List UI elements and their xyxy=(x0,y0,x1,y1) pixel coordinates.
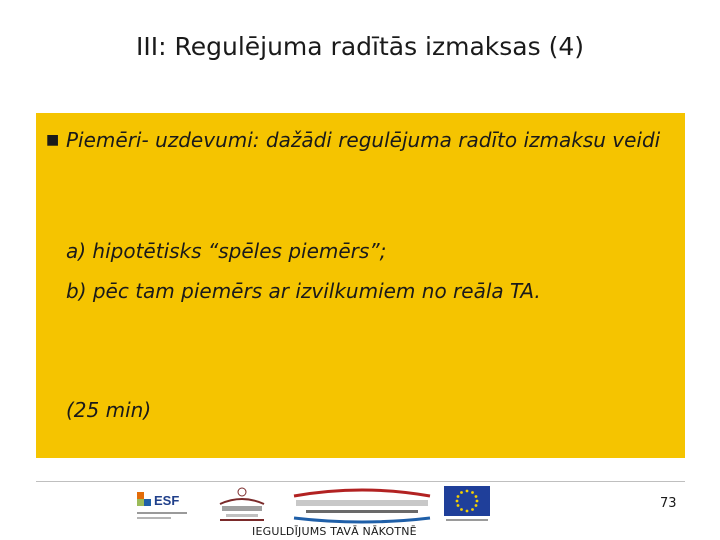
bullet-square-icon: ■ xyxy=(46,132,60,148)
bullet-item xyxy=(46,125,676,156)
example-a: a) hipotētisks “spēles piemērs”; xyxy=(66,239,387,263)
bullet-text: Piemēri- uzdevumi: dažādi regulējuma radīto izmaksu veidi xyxy=(66,128,661,152)
content-box xyxy=(36,113,685,458)
footer-logos xyxy=(134,486,494,526)
footer-slogan: IEGULDĪJUMS TAVĀ NĀKOTNĒ xyxy=(252,525,417,538)
esf-logo xyxy=(134,486,194,524)
eu-flag-logo xyxy=(444,486,490,524)
duration-text: (25 min) xyxy=(66,398,152,422)
university-logo xyxy=(216,486,268,524)
slide-title: III: Regulējuma radītās izmaksas (4) xyxy=(135,32,585,61)
integration-fund-logo xyxy=(292,486,432,524)
slide-number: 73 xyxy=(660,496,677,511)
example-b: b) pēc tam piemērs ar izvilkumiem no reāla TA. xyxy=(66,279,541,303)
footer-divider xyxy=(36,481,685,482)
esf-text: ESF xyxy=(154,493,180,508)
